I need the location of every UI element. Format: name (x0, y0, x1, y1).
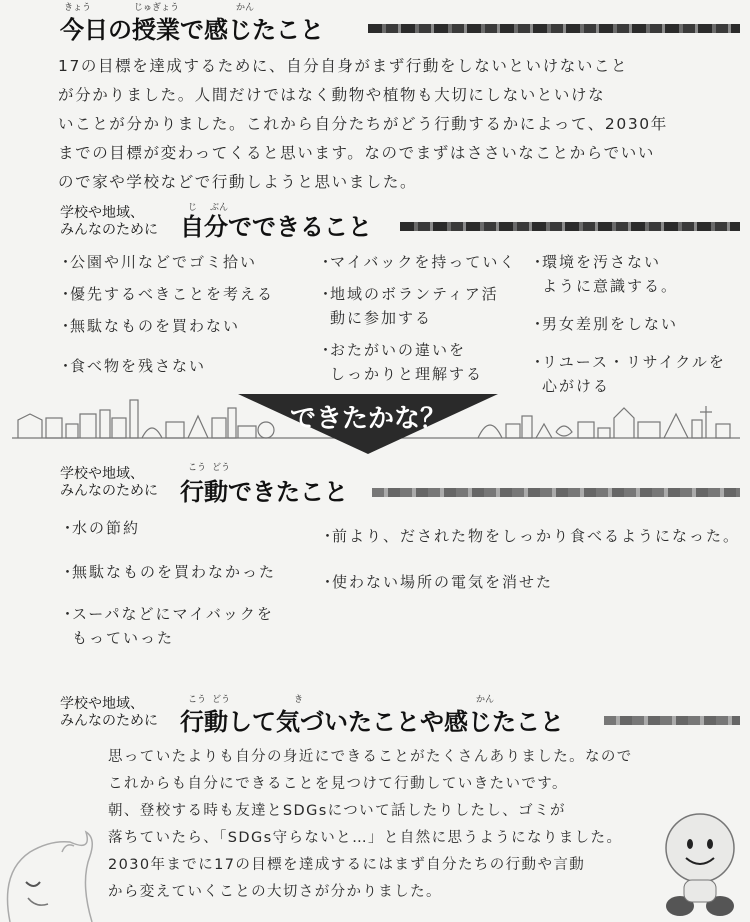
para-line: が分かりました。人間だけではなく動物や植物も大切にしないといけな (58, 86, 606, 104)
para-line: これからも自分にできることを見つけて行動していきたいです。 (108, 776, 568, 792)
section4-prefix (60, 696, 158, 730)
section2-title: 自分でできること (180, 213, 372, 241)
section1-paragraph (58, 52, 668, 197)
ruby-ki: き (294, 695, 304, 705)
section1-rule (368, 24, 740, 33)
ruby-kan: かん (236, 3, 255, 13)
prefix-line: みんなのために (60, 483, 158, 499)
done-col2-list (320, 524, 740, 594)
list-item: ・地域のボランティア活 動に参加する (318, 285, 499, 327)
prefix-line: 学校や地域、 (60, 696, 144, 712)
para-line: いことが分かりました。これから自分たちがどう行動するかによって、2030年 (58, 115, 668, 133)
prefix-line: みんなのために (60, 713, 158, 729)
section2-prefix (60, 205, 158, 239)
list-item: ・水の節約 (60, 519, 141, 537)
list-item: ・食べ物を残さない (58, 357, 207, 375)
ruby-dou: どう (212, 463, 231, 473)
list-item: ・男女差別をしない (530, 315, 679, 333)
ruby-jugyou: じゅぎょう (134, 3, 180, 13)
col2-list (318, 250, 516, 386)
col1-list (58, 250, 274, 378)
prefix-line: 学校や地域、 (60, 205, 144, 221)
para-line: 落ちていたら、「SDGs守らないと…」と自然に思うようになりました。 (108, 830, 623, 846)
list-item: ・優先するべきことを考える (58, 285, 275, 303)
para-line: 思っていたよりも自分の身近にできることがたくさんありました。なので (108, 749, 633, 765)
col3-list (530, 250, 726, 398)
list-item: ・マイバックを持っていく (318, 253, 517, 271)
para-line: から変えていくことの大切さが分かりました。 (108, 884, 442, 900)
list-item: ・スーパなどにマイバックを もっていった (60, 605, 274, 647)
mascot-icon (650, 800, 750, 922)
section1-title: 今日の授業で感じたこと (60, 16, 324, 44)
list-item: ・無駄なものを買わない (58, 317, 241, 335)
ruby-kou2: こう (188, 695, 207, 705)
ruby-kyou: きょう (64, 3, 92, 13)
section3-rule (372, 488, 740, 497)
list-item: ・無駄なものを買わなかった (60, 563, 277, 581)
section3-title: 行動できたこと (180, 478, 348, 506)
list-item: ・使わない場所の電気を消せた (320, 573, 554, 591)
ruby-kan2: かん (476, 695, 495, 705)
list-item: ・公園や川などでゴミ拾い (58, 253, 258, 271)
ruby-bun: ぶん (210, 203, 229, 213)
doodle-character-icon (0, 812, 100, 922)
para-line: 17の目標を達成するために、自分自身がまず行動をしないといけないこと (58, 57, 629, 75)
list-item: ・リユース・リサイクルを 心がける (530, 353, 726, 395)
section3-prefix (60, 466, 158, 500)
dekitakana-label: できたかな？ (289, 404, 446, 434)
done-col1-list (60, 516, 276, 650)
list-item: ・前より、だされた物をしっかり食べるようになった。 (320, 527, 741, 545)
section4-title: 行動して気づいたことや感じたこと (180, 708, 564, 736)
ruby-ji: じ (188, 203, 198, 213)
para-line: 朝、登校する時も友達とSDGsについて話したりしたし、ゴミが (108, 803, 566, 819)
list-item: ・おたがいの違いを しっかりと理解する (318, 341, 484, 383)
para-line: ので家や学校などで行動しようと思いました。 (58, 173, 418, 191)
para-line: 2030年までに17の目標を達成するにはまず自分たちの行動や言動 (108, 857, 586, 873)
list-item: ・環境を汚さない ように意識する。 (530, 253, 679, 295)
para-line: までの目標が変わってくると思います。なのでまずはささいなことからでいい (58, 144, 655, 162)
section4-rule (604, 716, 740, 725)
section4-paragraph (108, 744, 633, 906)
prefix-line: みんなのために (60, 222, 158, 238)
section2-rule (400, 222, 740, 231)
ruby-kou: こう (188, 463, 207, 473)
prefix-line: 学校や地域、 (60, 466, 144, 482)
ruby-dou2: どう (212, 695, 231, 705)
